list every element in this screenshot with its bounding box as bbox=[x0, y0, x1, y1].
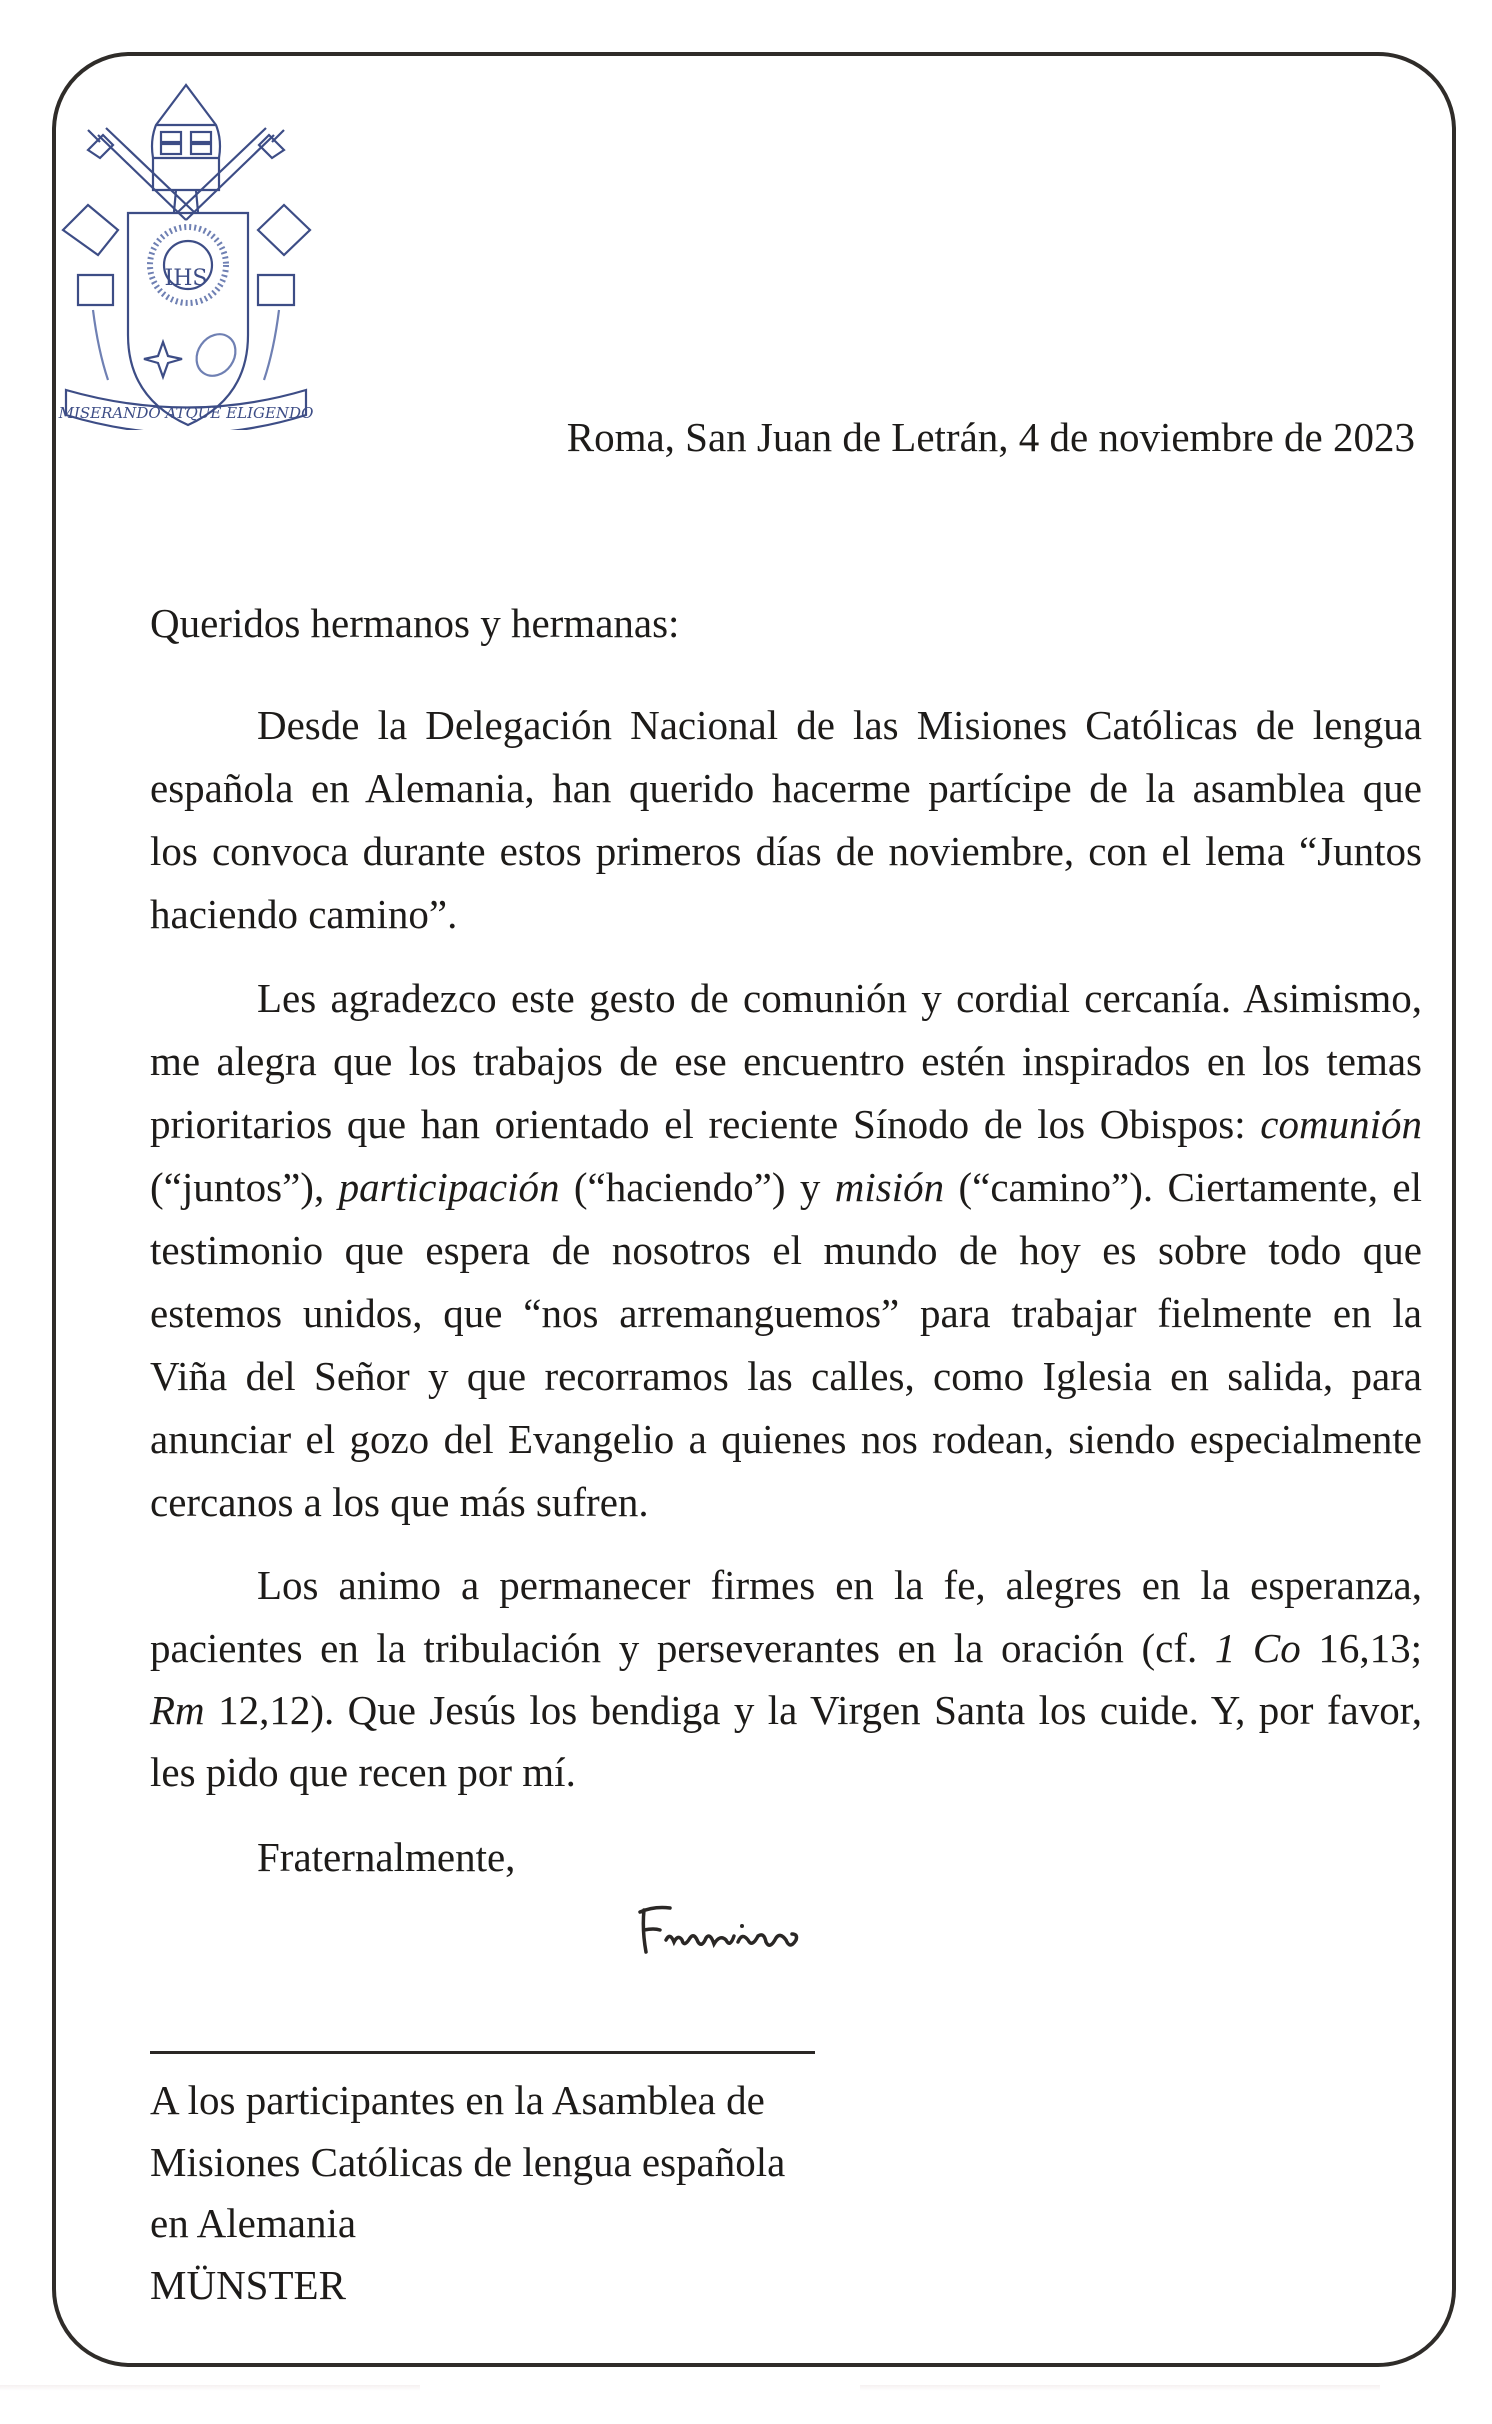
paragraph-line bbox=[150, 1101, 1422, 1147]
salutation: Queridos hermanos y hermanas: bbox=[150, 600, 680, 646]
addressee-line: A los participantes en la Asamblea de bbox=[150, 2077, 765, 2123]
line-text: (“haciendo”) y bbox=[559, 1164, 835, 1210]
crest-motto: MISERANDO ATQUE ELIGENDO bbox=[58, 404, 314, 422]
addressee-line: Misiones Católicas de lengua española bbox=[150, 2139, 786, 2185]
paragraph-line: cercanos a los que más sufren. bbox=[150, 1479, 649, 1525]
line-text: 16,13; bbox=[1300, 1625, 1422, 1671]
place-date: Roma, San Juan de Letrán, 4 de noviembre de 2023 bbox=[566, 414, 1415, 460]
scripture-ref: Rm bbox=[150, 1687, 205, 1733]
paragraph-line bbox=[150, 1164, 1423, 1210]
paragraph-line bbox=[150, 1687, 1422, 1733]
line-text: (“camino”). Ciertamente, el bbox=[944, 1164, 1423, 1210]
line-text: prioritarios que han orientado el reciente Sínodo de los Obispos: bbox=[150, 1101, 1261, 1147]
addressee-divider bbox=[150, 2051, 815, 2054]
addressee-line: en Alemania bbox=[150, 2200, 357, 2246]
paragraph-line: Desde la Delegación Nacional de las Misiones Católicas de lengua bbox=[257, 702, 1422, 748]
line-text: pacientes en la tribulación y perseverantes en la oración (cf. bbox=[150, 1625, 1215, 1671]
paragraph-line: les pido que recen por mí. bbox=[150, 1749, 576, 1795]
line-text: (“juntos”), bbox=[150, 1164, 339, 1210]
papal-coat-of-arms-icon bbox=[58, 80, 314, 430]
italic-term: participación bbox=[338, 1164, 560, 1210]
italic-term: comunión bbox=[1260, 1101, 1422, 1147]
crest-monogram: IHS bbox=[164, 266, 208, 291]
italic-term: misión bbox=[834, 1164, 945, 1210]
paragraph-line: española en Alemania, han querido hacerme partícipe de la asamblea que bbox=[150, 765, 1422, 811]
paragraph-line: testimonio que espera de nosotros el mundo de hoy es sobre todo que bbox=[150, 1227, 1422, 1273]
scan-artifact bbox=[860, 2385, 1380, 2391]
paragraph-line: me alegra que los trabajos de ese encuentro estén inspirados en los temas bbox=[150, 1038, 1422, 1084]
paragraph-line: los convoca durante estos primeros días de noviembre, con el lema “Juntos bbox=[150, 828, 1422, 874]
scripture-ref: 1 Co bbox=[1214, 1625, 1301, 1671]
paragraph-line: Los animo a permanecer firmes en la fe, alegres en la esperanza, bbox=[257, 1562, 1422, 1608]
line-text: 12,12). Que Jesús los bendiga y la Virgen Santa los cuide. Y, por favor, bbox=[204, 1687, 1422, 1733]
addressee-city: MÜNSTER bbox=[150, 2262, 346, 2308]
paragraph-line: haciendo camino”. bbox=[150, 891, 458, 937]
paragraph-line bbox=[150, 1625, 1422, 1671]
paragraph-line: Viña del Señor y que recorramos las calles, como Iglesia en salida, para bbox=[150, 1353, 1422, 1399]
closing: Fraternalmente, bbox=[257, 1834, 516, 1880]
paragraph-line: estemos unidos, que “nos arremanguemos” para trabajar fielmente en la bbox=[150, 1290, 1422, 1336]
paragraph-line: anunciar el gozo del Evangelio a quienes nos rodean, siendo especialmente bbox=[150, 1416, 1422, 1462]
paragraph-line: Les agradezco este gesto de comunión y cordial cercanía. Asimismo, bbox=[257, 975, 1422, 1021]
signature-francisco bbox=[630, 1890, 810, 1960]
scan-artifact bbox=[0, 2385, 420, 2391]
